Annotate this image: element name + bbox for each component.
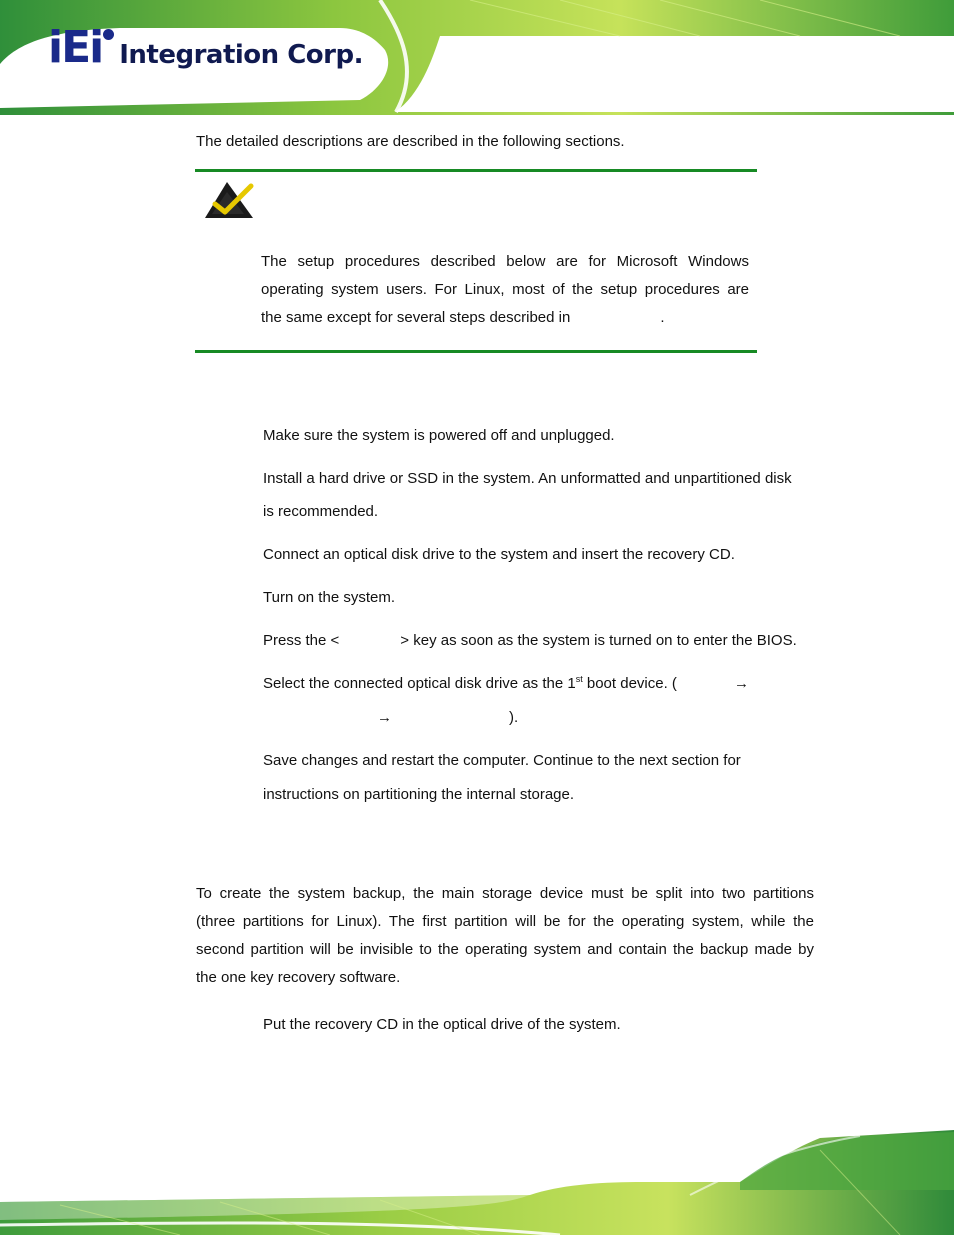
- note-line-text: the same except for several steps described in: [261, 309, 571, 326]
- logo-dot: [103, 29, 114, 40]
- step-7-line-1: Save changes and restart the computer. Continue to the next section for: [263, 752, 741, 769]
- partition-intro: [196, 880, 814, 992]
- footer-banner: [0, 1130, 954, 1235]
- paragraph-line: the one key recovery software.: [196, 969, 401, 986]
- paragraph-line: (three partitions for Linux). The first partition will be for the operating system, while the: [196, 913, 814, 930]
- step-4: Turn on the system.: [263, 589, 395, 606]
- step-5-before: Press the <: [263, 632, 340, 649]
- paragraph-line: second partition will be invisible to the operating system and contain the backup made by: [196, 941, 814, 958]
- note-top-rule: [195, 169, 757, 172]
- note-text: [261, 248, 749, 332]
- logo-text: Integration Corp.: [119, 40, 363, 70]
- note-bottom-rule: [195, 350, 757, 353]
- step-7-line-2: instructions on partitioning the internal storage.: [263, 786, 575, 803]
- step-3: Connect an optical disk drive to the system and insert the recovery CD.: [263, 546, 735, 563]
- logo-mark: iEi: [48, 22, 103, 73]
- note-line: [261, 304, 749, 332]
- step-6-after: boot device. (: [582, 675, 677, 692]
- step-2-line-2: is recommended.: [263, 503, 379, 520]
- note-check-icon: [203, 180, 255, 220]
- step-6-line-1: [263, 674, 677, 694]
- arrow-right-icon: →: [377, 709, 392, 726]
- step-5-after: > key as soon as the system is turned on to enter the BIOS.: [400, 632, 797, 649]
- paragraph-line: To create the system backup, the main storage device must be split into two partitions: [196, 885, 814, 902]
- partition-step-1: Put the recovery CD in the optical drive of the system.: [263, 1016, 621, 1033]
- note-line: The setup procedures described below are for Microsoft Windows: [261, 253, 749, 270]
- intro-text: The detailed descriptions are described in the following sections.: [196, 133, 625, 150]
- company-logo: [48, 22, 363, 73]
- note-line: operating system users. For Linux, most of the setup procedures are: [261, 281, 749, 298]
- step-6-before: Select the connected optical disk drive as the 1: [263, 675, 576, 692]
- note-trailing: .: [660, 309, 665, 326]
- step-6-line-2-end: ).: [509, 709, 519, 726]
- step-1: Make sure the system is powered off and unplugged.: [263, 427, 615, 444]
- step-5: [263, 631, 797, 651]
- step-2-line-1: Install a hard drive or SSD in the system. An unformatted and unpartitioned disk: [263, 470, 792, 487]
- arrow-right-icon: →: [734, 675, 749, 692]
- ordinal-suffix: st: [575, 674, 583, 684]
